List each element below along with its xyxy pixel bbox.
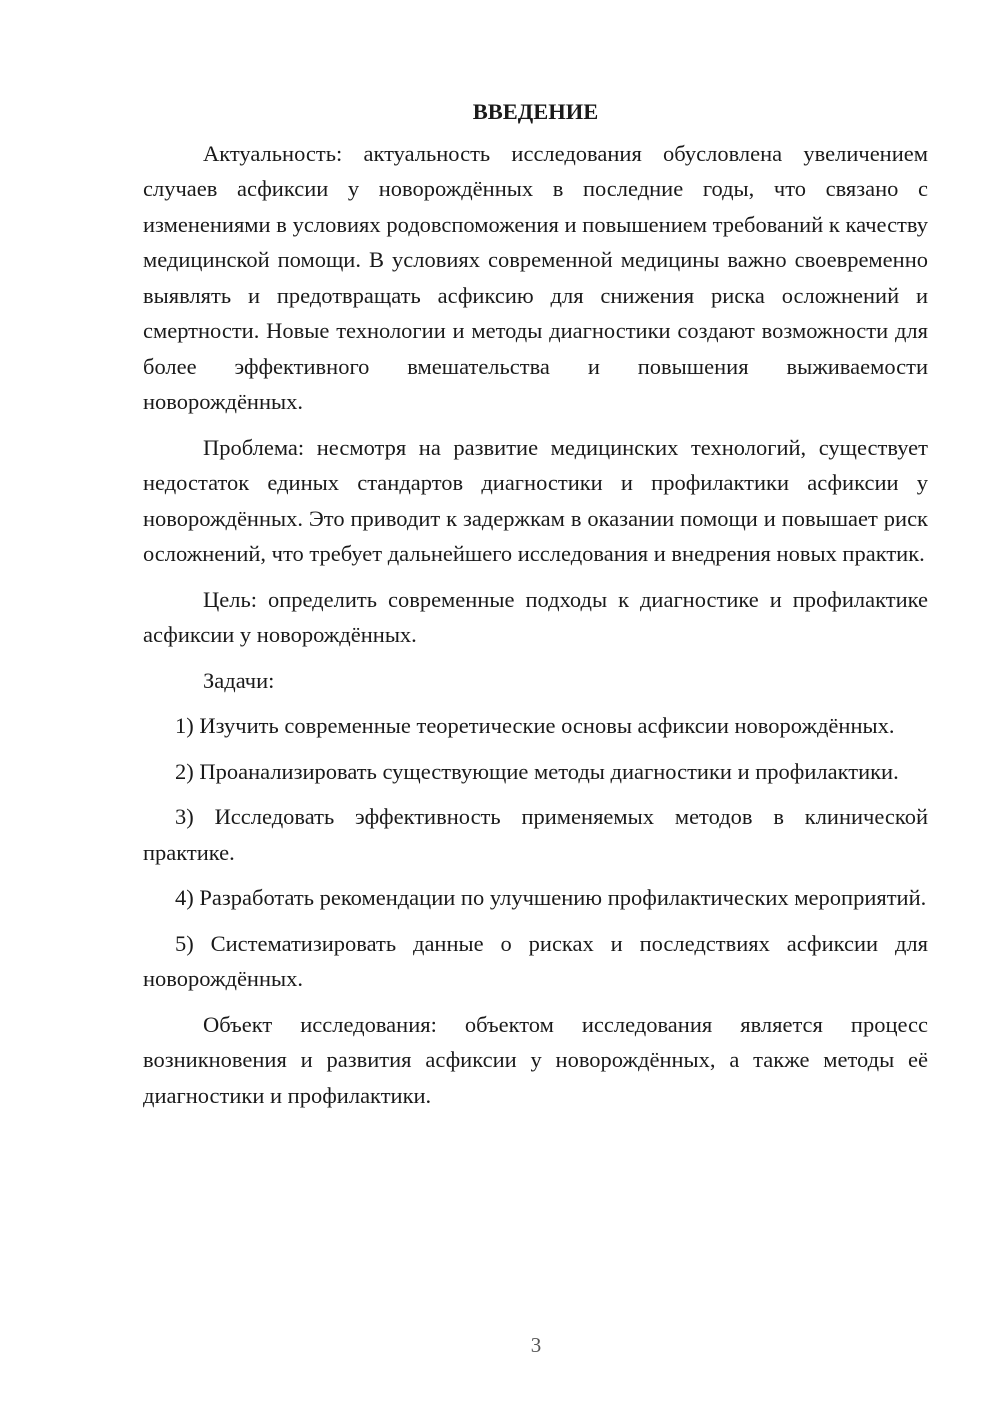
task-item: 4) Разработать рекомендации по улучшению профилактических мероприятий. [175, 885, 927, 910]
goal-paragraph: Цель: определить современные подходы к диагностике и профилактике асфиксии у новорождённых. [143, 586, 928, 647]
task-item: 3) Исследовать эффективность применяемых методов в клинической практике. [143, 804, 928, 865]
task-item: 2) Проанализировать существующие методы диагностики и профилактики. [175, 758, 899, 784]
problem-paragraph: Проблема: несмотря на развитие медицинских технологий, существует недостаток единых стандартов диагностики и профилактики асфиксии у новорождённых. Это приводит к задержкам в оказании помощи и повышает риск осложнений, что требует дальнейшего исследования и внедрения новых практик. [143, 434, 928, 566]
section-title: ВВЕДЕНИЕ [472, 99, 599, 124]
tasks-heading: Задачи: [203, 667, 275, 693]
task-item: 5) Систематизировать данные о рисках и последствиях асфиксии для новорождённых. [143, 930, 928, 991]
page-number: 3 [530, 1333, 542, 1357]
relevance-paragraph: Актуальность: актуальность исследования обусловлена увеличением случаев асфиксии у новорождённых в последние годы, что связано с изменениями в условиях родовспоможения и повышением требований к качеству медицинской помощи. В условиях современной медицины важно своевременно выявлять и предотвращать асфиксию для снижения риска осложнений и смертности. Новые технологии и методы диагностики создают возможности для более эффективного вмешательства и повышения выживаемости новорождённых. [143, 140, 928, 414]
task-item: 1) Изучить современные теоретические основы асфиксии новорождённых. [175, 713, 895, 738]
research-object-paragraph: Объект исследования: объектом исследования является процесс возникновения и развития асфиксии у новорождённых, а также методы её диагностики и профилактики. [143, 1011, 928, 1108]
page-content [143, 94, 928, 1123]
